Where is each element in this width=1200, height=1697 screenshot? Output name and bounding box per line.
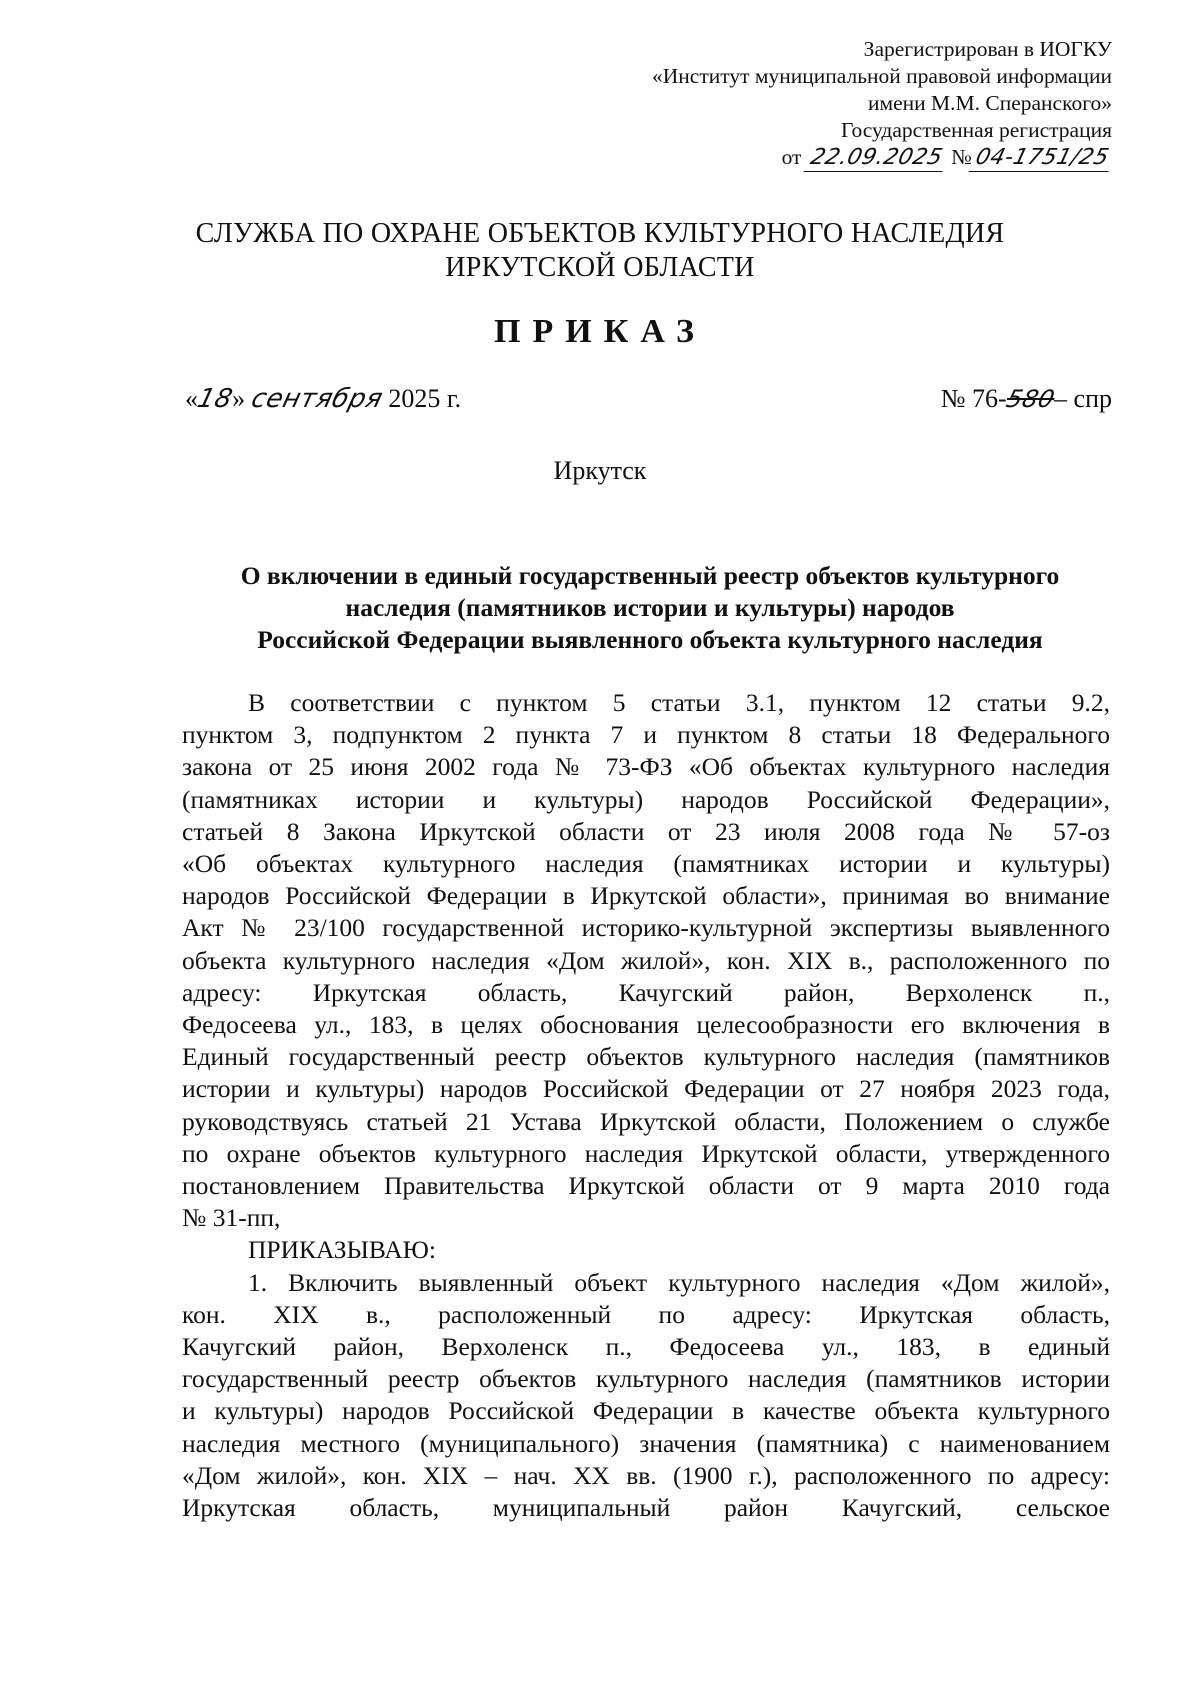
document-body xyxy=(182,687,1110,1524)
document-title xyxy=(190,560,1110,656)
registration-number-prefix: № xyxy=(951,145,972,169)
title-line: Российской Федерации выявленного объекта культурного наследия xyxy=(257,625,1043,654)
clause-1-line: 1. Включить выявленный объект культурного наследия «Дом жилой», xyxy=(248,1267,1110,1297)
registration-date-prefix: от xyxy=(781,145,802,169)
registration-line-3: имени М.М. Сперанского» xyxy=(867,91,1112,115)
clause-1-line: государственный реестр объектов культурного наследия (памятников истории xyxy=(182,1364,1110,1394)
order-number-handwritten: 580 xyxy=(1003,385,1058,413)
city-name: Иркутск xyxy=(553,456,647,485)
registration-number-row xyxy=(592,144,1112,172)
preamble-line: народов Российской Федерации в Иркутской области», принимая во внимание xyxy=(182,881,1110,911)
registration-date: 22.09.2025 xyxy=(803,144,949,172)
clause-1-line: и культуры) народов Российской Федерации в качестве объекта культурного xyxy=(182,1396,1110,1426)
order-number-suffix: – спр xyxy=(1054,384,1112,413)
preamble-line: «Об объектах культурного наследия (памятниках истории и культуры) xyxy=(182,849,1110,879)
order-word: ПРИКАЗЫВАЮ: xyxy=(248,1235,436,1265)
clause-1-line: Качугский район, Верхоленск п., Федосеева ул., 183, в единый xyxy=(182,1332,1110,1362)
order-date-close-quote: » xyxy=(232,384,246,413)
title-line: О включении в единый государственный реестр объектов культурного xyxy=(240,561,1060,590)
registration-line-2: «Институт муниципальной правовой информации xyxy=(652,64,1112,88)
order-date-year: 2025 г. xyxy=(388,384,462,413)
registration-line-1: Зарегистрирован в ИОГКУ xyxy=(863,37,1112,61)
agency-name xyxy=(0,217,1200,285)
agency-name-line-2: ИРКУТСКОЙ ОБЛАСТИ xyxy=(445,252,755,283)
document-type-heading: ПРИКАЗ xyxy=(494,313,706,350)
clause-1-line: «Дом жилой», кон. XIX – нач. XX вв. (1900 г.), расположенного по адресу: xyxy=(182,1460,1110,1490)
clause-1-line: Иркутская область, муниципальный район Качугский, сельское xyxy=(182,1493,1110,1523)
clause-1-line: наследия местного (муниципального) значения (памятника) с наименованием xyxy=(182,1428,1110,1458)
preamble-line: истории и культуры) народов Российской Федерации от 27 ноября 2023 года, xyxy=(182,1074,1110,1104)
registration-number: 04-1751/25 xyxy=(968,144,1115,172)
preamble-line: Акт № 23/100 государственной историко-культурной экспертизы выявленного xyxy=(182,913,1110,943)
clause-1-line: кон. XIX в., расположенный по адресу: Иркутская область, xyxy=(182,1299,1110,1329)
preamble-line: руководствуясь статьей 21 Устава Иркутской области, Положением о службе xyxy=(182,1106,1110,1136)
preamble-line: пунктом 3, подпунктом 2 пункта 7 и пунктом 8 статьи 18 Федерального xyxy=(182,720,1110,750)
order-date-day: 18 xyxy=(194,384,236,414)
preamble-line: адресу: Иркутская область, Качугский район, Верхоленск п., xyxy=(182,977,1110,1007)
order-number-prefix: № 76- xyxy=(940,384,1007,413)
preamble-line: Федосеева ул., 183, в целях обоснования целесообразности его включения в xyxy=(182,1010,1110,1040)
agency-name-line-1: СЛУЖБА ПО ОХРАНЕ ОБЪЕКТОВ КУЛЬТУРНОГО НАСЛЕДИЯ xyxy=(195,218,1005,249)
order-date-open-quote: « xyxy=(185,384,198,413)
preamble-line: № 31-пп, xyxy=(182,1203,281,1233)
preamble-line: закона от 25 июня 2002 года № 73-ФЗ «Об объектах культурного наследия xyxy=(182,752,1110,782)
preamble-line: по охране объектов культурного наследия Иркутской области, утвержденного xyxy=(182,1138,1110,1168)
order-number xyxy=(941,384,1112,414)
preamble-line: (памятниках истории и культуры) народов Российской Федерации», xyxy=(182,784,1110,814)
registration-stamp xyxy=(592,36,1112,172)
preamble-line: постановлением Правительства Иркутской области от 9 марта 2010 года xyxy=(182,1171,1110,1201)
title-line: наследия (памятников истории и культуры) народов xyxy=(345,593,955,622)
preamble-line: Единый государственный реестр объектов культурного наследия (памятников xyxy=(182,1042,1110,1072)
preamble-line: объекта культурного наследия «Дом жилой», кон. XIX в., расположенного по xyxy=(182,945,1110,975)
order-date xyxy=(185,384,461,414)
registration-line-4: Государственная регистрация xyxy=(840,118,1112,142)
preamble-line: статьей 8 Закона Иркутской области от 23 июля 2008 года № 57-оз xyxy=(182,816,1110,846)
order-date-month: сентября xyxy=(247,384,386,414)
preamble-line: В соответствии с пунктом 5 статьи 3.1, пунктом 12 статьи 9.2, xyxy=(248,688,1110,717)
